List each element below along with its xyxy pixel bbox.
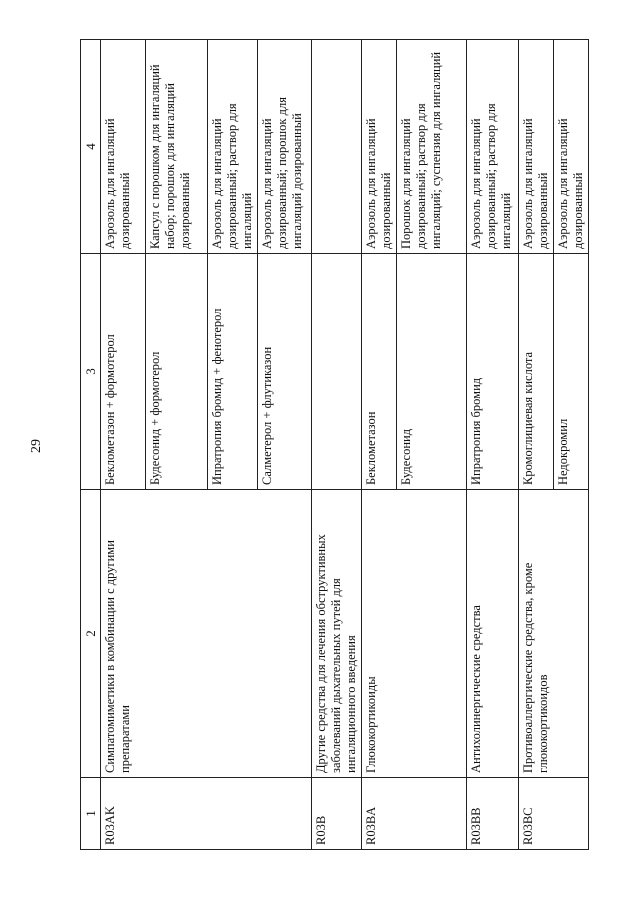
- header-col-3: 3: [81, 254, 101, 490]
- atc-group: Антихолинергические средства: [467, 490, 519, 778]
- atc-group: Глюкокортикоиды: [362, 490, 467, 778]
- dosage-form: Аэрозоль для ингаляций дозированный: [519, 40, 554, 254]
- atc-code: R03BC: [519, 778, 589, 850]
- drug-name: Недокромил: [554, 254, 589, 490]
- drug-name: [312, 254, 362, 490]
- atc-code: R03B: [312, 778, 362, 850]
- atc-group: Противоаллергические средства, кроме глюкокортикоидов: [519, 490, 589, 778]
- dosage-form: Аэрозоль для ингаляций дозированный; порошок для ингаляций дозированный: [258, 40, 312, 254]
- drug-name: Будесонид + формотерол: [146, 254, 208, 490]
- atc-group: Симпатомиметики в комбинации с другими препаратами: [101, 490, 312, 778]
- header-col-2: 2: [81, 490, 101, 778]
- page-number: 29: [29, 439, 44, 453]
- rotated-table-container: [80, 40, 640, 850]
- drug-name: Кромоглициевая кислота: [519, 254, 554, 490]
- dosage-form: Аэрозоль для ингаляций дозированный: [362, 40, 397, 254]
- drug-name: Беклометазон: [362, 254, 397, 490]
- drug-table: [80, 39, 589, 850]
- drug-name: Беклометазон + формотерол: [101, 254, 146, 490]
- drug-name: Будесонид: [397, 254, 467, 490]
- header-row: [81, 40, 101, 850]
- header-col-4: 4: [81, 40, 101, 254]
- atc-code: R03BA: [362, 778, 467, 850]
- dosage-form: Аэрозоль для ингаляций дозированный: [554, 40, 589, 254]
- table-row: [101, 40, 146, 850]
- dosage-form: Аэрозоль для ингаляций дозированный: [101, 40, 146, 254]
- dosage-form: [312, 40, 362, 254]
- drug-name: Ипратропия бромид: [467, 254, 519, 490]
- drug-name: Салметерол + флутиказон: [258, 254, 312, 490]
- table-row: [519, 40, 554, 850]
- atc-code: R03AK: [101, 778, 312, 850]
- table-row: [312, 40, 362, 850]
- dosage-form: Порошок для ингаляций дозированный; раствор для ингаляций; суспензия для ингаляций: [397, 40, 467, 254]
- table-row: [467, 40, 519, 850]
- atc-group: Другие средства для лечения обструктивных заболеваний дыхательных путей для ингаляционного введения: [312, 490, 362, 778]
- header-col-1: 1: [81, 778, 101, 850]
- table-row: [362, 40, 397, 850]
- atc-code: R03BB: [467, 778, 519, 850]
- dosage-form: Аэрозоль для ингаляций дозированный; раствор для ингаляций: [208, 40, 258, 254]
- drug-name: Ипратропия бромид + фенотерол: [208, 254, 258, 490]
- dosage-form: Аэрозоль для ингаляций дозированный; раствор для ингаляций: [467, 40, 519, 254]
- dosage-form: Капсул с порошком для ингаляций набор; порошок для ингаляций дозированный: [146, 40, 208, 254]
